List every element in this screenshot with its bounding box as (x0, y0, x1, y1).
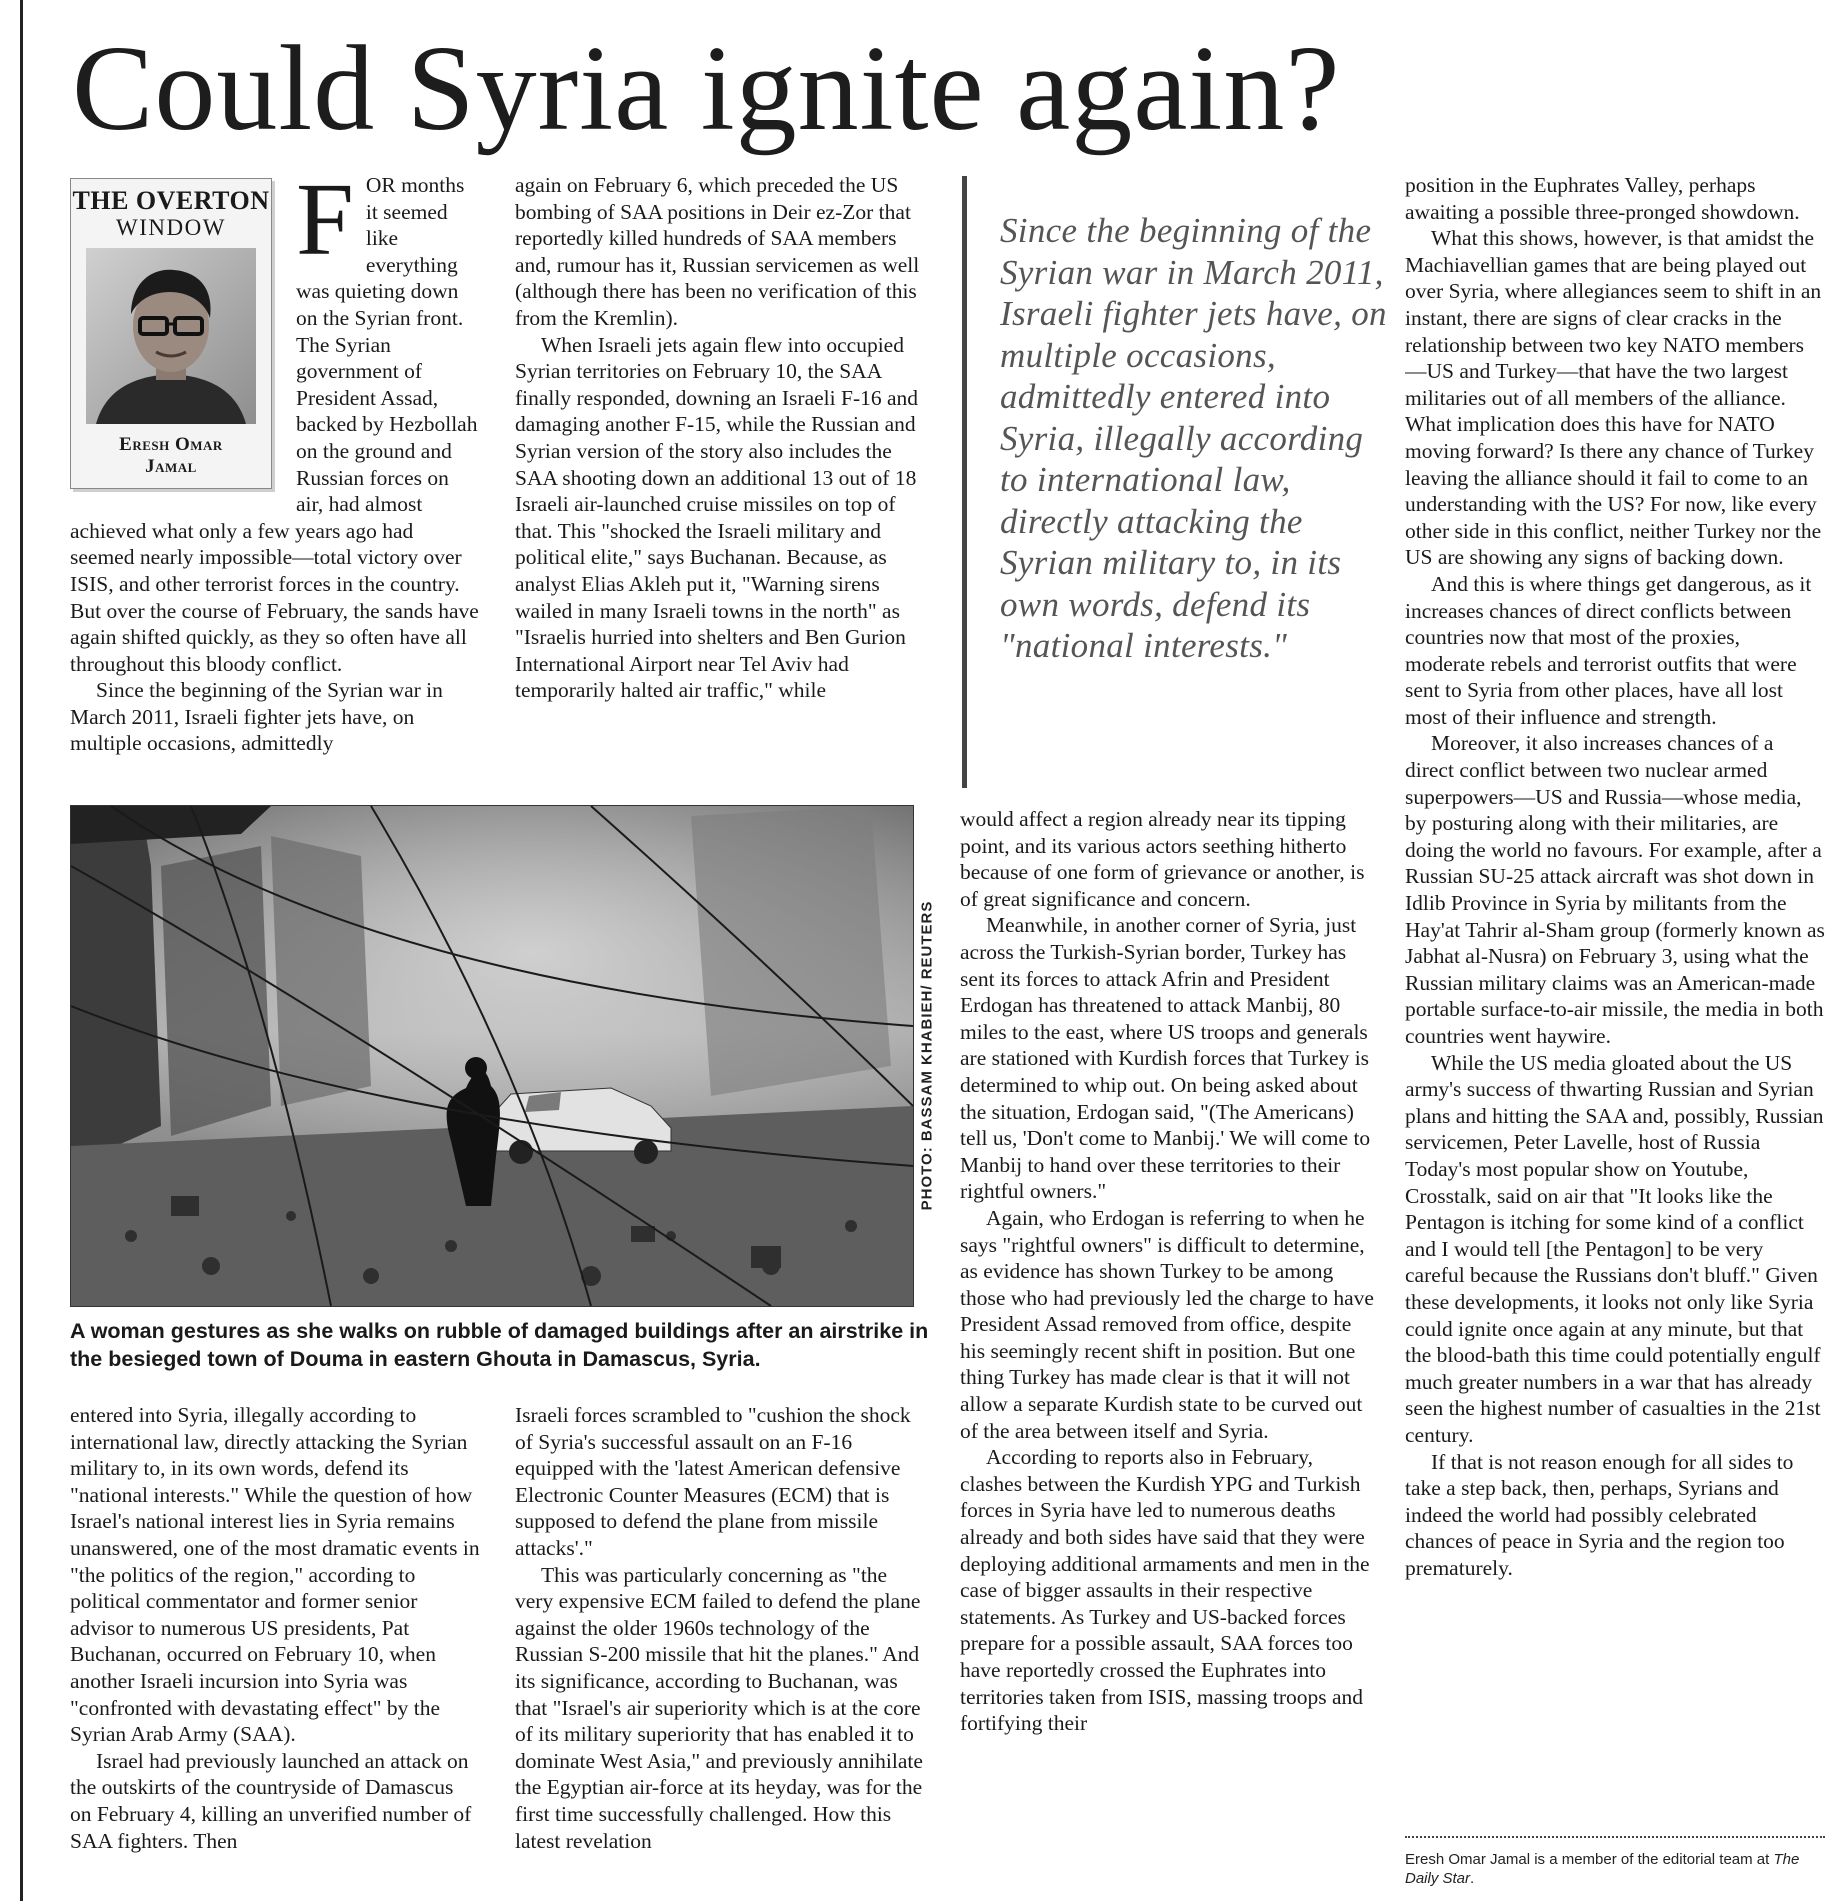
newspaper-name: The Daily Star (1405, 1851, 1800, 1887)
column-subtitle: WINDOW (116, 215, 226, 240)
paragraph: According to reports also in February, clashes between the Kurdish YPG and Turkish forces in Syria have led to numerous deaths already and both sides have said that they were deploying additional armaments and men in the case of bigger assaults in their respective statements. As Turkey and US-backed forces prepare for a possible assault, SAA forces too have reportedly crossed the Euphrates into territories taken from ISIS, massing troops and fortifying their (960, 1445, 1370, 1736)
article-column-1-continued (70, 1402, 480, 1892)
left-column-rule (20, 0, 23, 1901)
paragraph: Meanwhile, in another corner of Syria, just across the Turkish-Syrian border, Turkey has sent its forces to attack Afrin and President Erdogan has threatened to attack Manbij, 80 miles to the east, where US troops and generals are stationed with Kurdish forces that Turkey is determined to whip out. On being asked about the situation, Erdogan said, "(The Americans) tell us, 'Don't come to Manbij.' We will come to Manbij to hand over these territories to their rightful owners." (960, 913, 1371, 1204)
paragraph: If that is not reason enough for all sides to take a step back, then, perhaps, Syrians and indeed the world had possibly celebrated chances of peace in Syria and the region too prematurely. (1405, 1449, 1794, 1580)
article-column-1 (70, 172, 480, 792)
pull-quote: Since the beginning of the Syrian war in March 2011, Israeli fighter jets have, on multiple occasions, admittedly entered into Syria, illegally according to international law, directly attacking the Syrian military to, in its own words, defend its "national interests." (1000, 211, 1387, 665)
paragraph: When Israeli jets again flew into occupied Syrian territories on February 10, the SAA finally responded, downing an Israeli F-16 and damaging another F-15, while the Russian and Syrian version of the story also includes the SAA shooting down an additional 13 out of 18 Israeli air-launched cruise missiles on top of that. This "shocked the Israeli military and political elite," says Buchanan. Because, as analyst Elias Akleh put it, "Warning sirens wailed in many Israeli towns in the north" as "Israelis hurried into shelters and Ben Gurion International Airport near Tel Aviv had temporarily halted air traffic," while (515, 332, 919, 703)
paragraph: would affect a region already near its tipping point, and its various actors seething hitherto because of one form of grievance or another, is of great significance and concern. (960, 807, 1365, 911)
paragraph: What this shows, however, is that amidst the Machiavellian games that are being played out over Syria, where allegiances seem to shift in an instant, there are signs of clear cracks in the relationship between two key NATO members—US and Turkey—that have the two largest militaries out of all members of the alliance. What implication does this have for NATO moving forward? Is there any chance of Turkey leaving the alliance should it fail to come to an understanding with the US? For now, like every other side in this conflict, neither Turkey nor the US are showing any signs of backing down. (1405, 226, 1822, 570)
paragraph: position in the Euphrates Valley, perhaps awaiting a possible three-pronged showdown. (1405, 173, 1800, 224)
paragraph: Since the beginning of the Syrian war in March 2011, Israeli fighter jets have, on multiple occasions, admittedly (70, 678, 443, 756)
paragraph: Moreover, it also increases chances of a direct conflict between two nuclear armed superpowers—US and Russia—whose media, by posturing along with their militaries, are doing the world no favours. For example, after a Russian SU-25 attack aircraft was shot down in Idlib Province in Syria by militants from the Hay'at Tahrir al-Sham group (formerly known as Jabhat al-Nusra) on February 3, using what the Russian military claims was an American-made portable surface-to-air missile, the media in both countries went haywire. (1405, 731, 1825, 1048)
paragraph: Israeli forces scrambled to "cushion the shock of Syria's successful assault on an F-16 equipped with the 'latest American defensive Electronic Counter Measures (ECM) that is supposed to defend the plane from missile attacks'." (515, 1403, 911, 1560)
author-name: Eresh Omar (119, 434, 223, 455)
paragraph: again on February 6, which preceded the US bombing of SAA positions in Deir ez-Zor that reportedly killed hundreds of SAA members and, rumour has it, Russian servicemen as well (although there has been no verification of this from the Kremlin). (515, 173, 920, 330)
bio-end: . (1470, 1870, 1475, 1887)
article-column-4 (1405, 172, 1825, 1827)
paragraph: While the US media gloated about the US army's success of thwarting Russian and Syrian plans and hitting the SAA and, possibly, Russian servicemen, Peter Lavelle, host of Russia Today's most popular show on Youtube, Crosstalk, said on air that "It looks like the Pentagon is itching for some kind of a conflict and I would tell [the Pentagon] to be very careful because the Russians don't bluff." Given these developments, it looks not only like Syria could ignite once again at any minute, but that the blood-bath this time could potentially engulf much greater numbers in a war that has already seen the highest number of casualties in the 21st century. (1405, 1050, 1824, 1447)
paragraph: And this is where things get dangerous, as it increases chances of direct conflicts between countries now that most of the proxies, moderate rebels and terrorist outfits that were sent to Syria from other places, have all lost most of their influence and strength. (1405, 571, 1812, 729)
column-title: THE OVERTON (72, 186, 270, 215)
headline: Could Syria ignite again? (72, 21, 1341, 156)
columnist-box (70, 178, 272, 489)
paragraph: Israel had previously launched an attack on the outskirts of the countryside of Damascus on February 4, killing an unverified number of SAA fighters. Then (70, 1748, 472, 1853)
article-column-2-continued (515, 1402, 930, 1892)
bio-divider (1405, 1836, 1825, 1838)
article-column-2 (515, 172, 930, 792)
article-column-3 (960, 806, 1380, 1896)
paragraph: entered into Syria, illegally according to international law, directly attacking the Syrian military to, in its own words, defend its "national interests." While the question of how Israel's national interest lies in Syria remains unanswered, one of the most dramatic events in "the politics of the region," according to political commentator and former senior advisor to numerous US presidents, Pat Buchanan, occurred on February 10, when another Israeli incursion into Syria was "confronted with devastating effect" by the Syrian Arab Army (SAA). (70, 1403, 480, 1747)
photo-caption: A woman gestures as she walks on rubble of damaged buildings after an airstrike in the besieged town of Douma in eastern Ghouta in Damascus, Syria. (70, 1319, 929, 1371)
author-portrait (86, 248, 256, 424)
pullquote-rule (962, 176, 967, 788)
paragraph: This was particularly concerning as "the very expensive ECM failed to defend the plane against the older 1960s technology of the Russian S-200 missile that hit the planes." And its significance, according to Buchanan, was that "Israel's air superiority which is at the core of its military superiority that has enabled it to dominate West Asia," and previously annihilate the Egyptian air-force at its heyday, was for the first time successfully challenged. How this latest revelation (515, 1562, 923, 1853)
paragraph: OR months it seemed like everything was quieting down on the Syrian front. The Syrian government of President Assad, backed by Hezbollah on the ground and Russian forces on air, had almost achieved what only a few years ago had seemed nearly impossible—total victory over ISIS, and other terrorist forces in the country. But over the course of February, the sands have again shifted quickly, as they so often have all throughout this bloody conflict. (70, 173, 479, 676)
news-photo (70, 805, 914, 1307)
paragraph: Again, who Erdogan is referring to when he says "rightful owners" is difficult to determine, as evidence has shown Turkey to be among those who had previously led the charge to have President Assad removed from office, despite his seemingly recent shift in position. But one thing Turkey has made clear is that it will not allow a separate Kurdish state to be curved out of the area between itself and Syria. (960, 1205, 1374, 1443)
author-bio (1405, 1850, 1825, 1888)
author-name-line2: Jamal (145, 456, 197, 477)
drop-cap: F (296, 172, 354, 277)
photo-credit (912, 805, 942, 1305)
bio-text: Eresh Omar Jamal is a member of the editorial team at (1405, 1851, 1774, 1868)
photo-credit-text: PHOTO: BASSAM KHABIEH/ REUTERS (918, 900, 936, 1210)
